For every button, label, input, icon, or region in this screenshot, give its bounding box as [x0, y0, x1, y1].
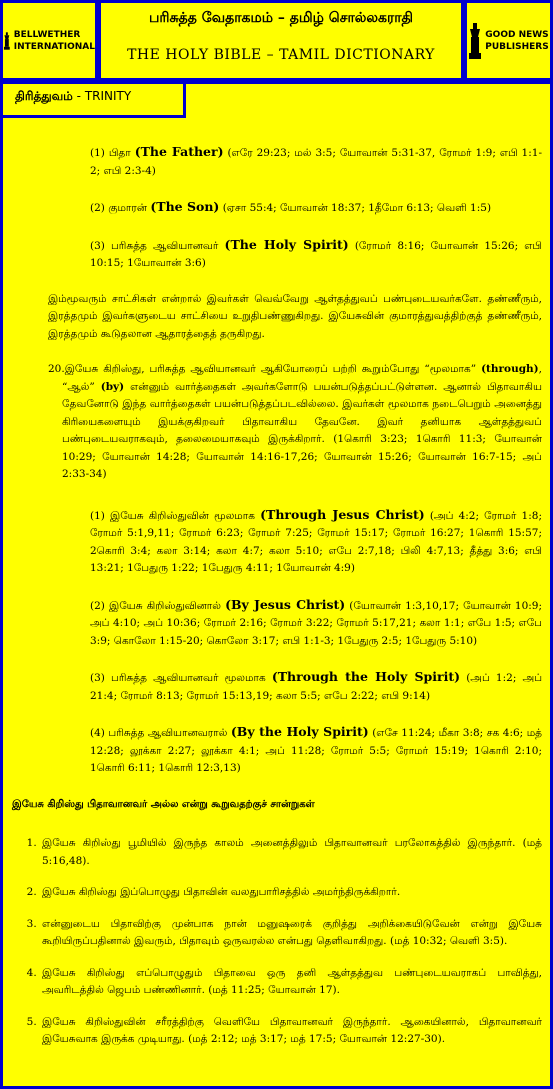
- item-english: (The Son): [150, 199, 220, 214]
- list-item: 3. என்னுடைய பிதாவிற்கு முன்பாக நான் மனுஷரைக் குறித்து அறிக்கையிடுவேன் என்று இயேசு கூறியிருப்பதினால் இவரும், பிதாவும் ஒருவரல்ல என்பது தெளிவாகிறது. (மத் 10:32; வெளி 3:5).: [40, 916, 542, 951]
- sub-item: [90, 596, 542, 651]
- sub-item-text: (3) பரிசுத்த ஆவியானவர் மூலமாக: [90, 672, 272, 684]
- item-english: (The Father): [134, 144, 224, 159]
- topic-label: [0, 81, 186, 118]
- sub-item: [90, 723, 542, 778]
- witness-item: [90, 143, 542, 180]
- logo-line2: INTERNATIONAL: [13, 41, 95, 52]
- topic-english: - TRINITY: [76, 89, 132, 103]
- item-refs: (ரோமர் 8:16; யோவான் 15:26; எபி 10:15; 1யோவான் 3:6): [90, 239, 542, 269]
- title-english: THE HOLY BIBLE – TAMIL DICTIONARY: [127, 47, 435, 63]
- sub-item-english: (Through Jesus Christ): [260, 506, 425, 522]
- numbered-paragraph: [48, 361, 542, 484]
- witness-item: [90, 198, 542, 218]
- item-text: (2) குமாரன்: [90, 202, 151, 214]
- proof-list: [12, 835, 542, 1049]
- paragraph-number: 20.: [48, 363, 65, 375]
- bell-tower-icon: [468, 23, 482, 59]
- sub-item-text: (1) இயேசு கிறிஸ்துவின் மூலமாக: [90, 509, 261, 522]
- list-item: 4. இயேசு கிறிஸ்து எப்பொழுதும் பிதாவை ஒரு தனி ஆள்தத்துவ பண்புடையவராகப் பாவித்து, அவரிடத்தில் ஜெபம் பண்ணினார். (மத் 11:25; யோவான் 17).: [40, 965, 542, 1000]
- item-refs: (ஏசா 55:4; யோவான் 18:37; 1தீமோ 6:13; வெளி 1:5): [219, 202, 492, 214]
- sub-item-english: (Through the Holy Spirit): [271, 669, 461, 684]
- sub-item-refs: (யோவான் 1:3,10,17; யோவான் 10:9; அப் 4:10; அப் 10:36; ரோமர் 2:16; ரோமர் 3:22; ரோமர் 5:17,21; கலா 1:1; எபே 1:5; எபே 3:9; கொலோ 1:15-20; கொலோ 3:17; எபி 1:1-3; 1பேதுரு 2:5; 1பேதுரு 5:10): [90, 599, 543, 647]
- list-item: 2. இயேசு கிறிஸ்து இப்பொழுது பிதாவின் வலதுபாரிசத்தில் அமர்ந்திருக்கிறார்.: [40, 884, 542, 902]
- bell-tower-icon: [3, 23, 11, 59]
- sub-item-refs: (அப் 4:2; ரோமர் 1:8; ரோமர் 5:1,9,11; ரோமர் 6:23; ரோமர் 7:25; ரோமர் 15:17; ரோமர் 16:27; 1கொரி 15:57; 2கொரி 3:4; கலா 3:14; கலா 4:7; கலா 5:10; எபே 2:7,18; பிலி 4:7,13; தீத்து 3:6; எபி 13:21; 1பேதுரு 1:22; 1பேதுரு 4:11; 1யோவான் 4:9): [90, 509, 542, 574]
- sub-item-english: (By Jesus Christ): [225, 596, 346, 612]
- sub-item: [90, 668, 542, 705]
- title-tamil: பரிசுத்த வேதாகமம் – தமிழ் சொல்லகராதி: [149, 10, 413, 26]
- logo-line2: PUBLISHERS: [485, 41, 549, 52]
- witness-item: [90, 236, 542, 273]
- topic-tamil: திரித்துவம்: [15, 89, 73, 103]
- sub-item: [90, 506, 542, 578]
- list-item: 1. இயேசு கிறிஸ்து பூமியில் இருந்த காலம் அனைத்திலும் பிதாவானவர் பரலோகத்தில் இருந்தார். (மத் 5:16,48).: [40, 835, 542, 870]
- bellwether-logo-text: [14, 29, 95, 53]
- sub-item-refs: (அப் 1:2; அப் 21:4; ரோமர் 8:13; ரோமர் 15:13,19; கலா 5:5; எபே 2:22; எபி 9:14): [90, 672, 543, 702]
- item-english: (The Holy Spirit): [224, 236, 349, 252]
- paragraph: இம்மூவரும் சாட்சிகள் என்றால் இவர்கள் வெவ்வேறு ஆள்தத்துவப் பண்புடையவர்களே. தண்ணீரும், இரத்தமும் இவர்களுடைய சாட்சியை உறுதிபண்ணுகிறது. இயேசுவின் குமாரத்துவத்திற்குத் தண்ணீரும், இரத்தமும் கூடுதலான ஆதாரத்தைத் தருகிறது.: [48, 292, 542, 340]
- sub-item-refs: (எசே 11:24; மீகா 3:8; சக 4:6; மத் 12:28; லூக்கா 2:27; லூக்கா 4:1; அப் 11:28; ரோமர் 5:5; ரோமர் 15:19; 1கொரி 2:10; 1கொரி 6:11; 1கொரி 12:3,13): [90, 727, 542, 774]
- logo-line1: BELLWETHER: [13, 29, 81, 40]
- item-text: (3) பரிசுத்த ஆவியானவர்: [90, 239, 225, 252]
- paragraph-text: இயேசு கிறிஸ்து, பரிசுத்த ஆவியானவர் ஆகியோரைப் பற்றி கூறும்போது “மூலமாக”: [64, 363, 482, 375]
- logo-line1: GOOD NEWS: [485, 29, 549, 40]
- entry-content: [12, 143, 542, 1063]
- paragraph-text: , “ஆல்”: [62, 363, 542, 393]
- paragraph-bold: (by): [100, 380, 125, 393]
- item-text: (1) பிதா: [90, 147, 135, 159]
- bellwether-logo-box: [0, 0, 98, 81]
- good-news-logo-box: [464, 0, 553, 81]
- sub-item-text: (4) பரிசுத்த ஆவியானவரால்: [90, 727, 231, 739]
- sub-item-text: (2) இயேசு கிறிஸ்துவினால்: [90, 599, 226, 612]
- list-item: 5. இயேசு கிறிஸ்துவின் சரீரத்திற்கு வெளியே பிதாவானவர் இருந்தார். ஆகையினால், பிதாவானவர் இயேசுவாக இருக்க முடியாது. (மத் 2:12; மத் 3:17; மத் 17:5; யோவான் 12:27-30).: [40, 1014, 542, 1049]
- good-news-logo-text: [485, 29, 548, 53]
- item-refs: (எரே 29:23; மல் 3:5; யோவான் 5:31-37, ரோமர் 1:9; எபி 1:1-2; எபி 2:3-4): [90, 147, 543, 177]
- sub-item-english: (By the Holy Spirit): [230, 724, 369, 739]
- paragraph-text: என்னும் வார்த்தைகள் அவர்களோடு பயன்படுத்தப்பட்டுள்ளன. ஆனால் பிதாவாகிய தேவனோடு இந்த வார்த்தைகள் பயன்படுத்தப்படவில்லை. இவர்கள் மூலமாக நடைபெறும் அனைத்து கிரியைகளையும் இயக்குகிறவர் பிதாவாகிய தேவனே. இவர் தனியாக ஆள்தத்துவப் பண்புடையவராகவும், தலைமையாகவும் இருக்கிறார். (1கொரி 3:23; 1கொரி 11:3; யோவான் 10:29; யோவான் 14:28; யோவான் 14:16-17,26; யோவான் 15:26; யோவான் 16:7-15; அப் 2:33-34): [62, 380, 542, 480]
- header-title-box: [98, 0, 464, 81]
- section-heading: இயேசு கிறிஸ்து பிதாவானவர் அல்ல என்று கூறுவதற்குச் சான்றுகள்: [12, 798, 315, 810]
- paragraph-bold: (through): [481, 363, 539, 375]
